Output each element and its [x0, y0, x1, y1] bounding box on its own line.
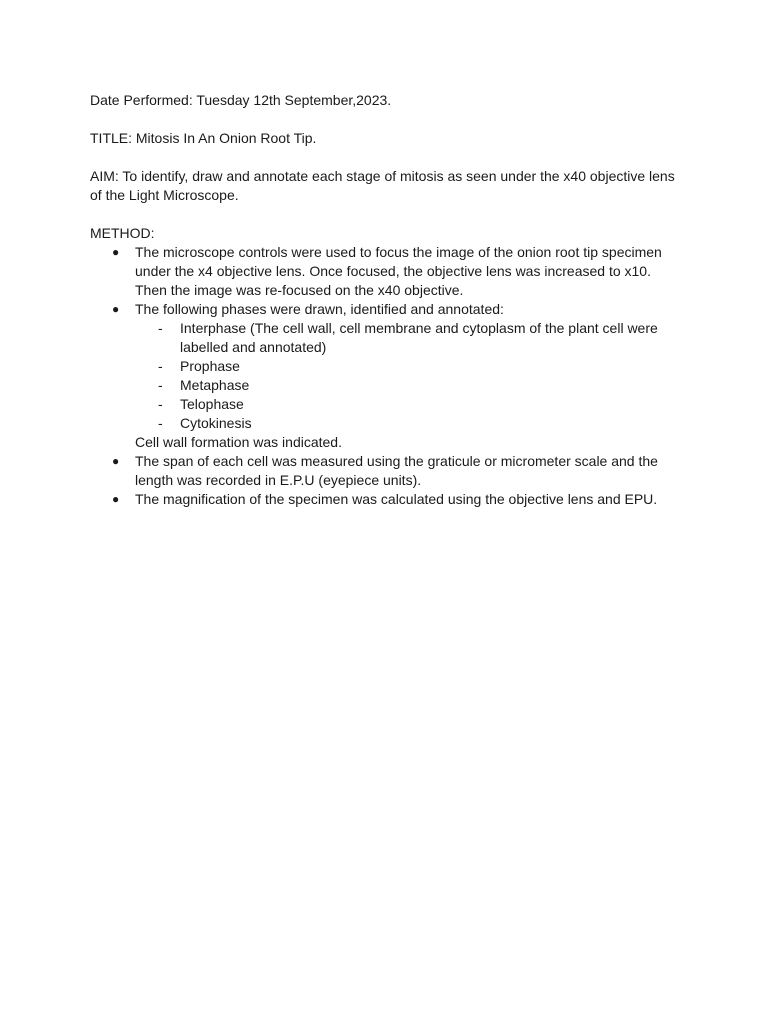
- dash-icon: -: [158, 358, 163, 374]
- bullet-icon: ●: [112, 454, 120, 468]
- phase-text: Cytokinesis: [180, 415, 252, 431]
- method-step: [90, 243, 680, 300]
- spacer: [90, 110, 680, 129]
- document-title: TITLE: Mitosis In An Onion Root Tip.: [90, 130, 317, 146]
- phase-text: Interphase (The cell wall, cell membrane and cytoplasm of the plant cell were labelled and annotated): [180, 320, 658, 355]
- bullet-icon: ●: [112, 245, 120, 259]
- phase-text: Prophase: [180, 358, 240, 374]
- method-step-text: The following phases were drawn, identified and annotated:: [135, 301, 504, 317]
- phase-item: [135, 414, 680, 433]
- document-page: [90, 91, 680, 509]
- method-step-text: The magnification of the specimen was calculated using the objective lens and EPU.: [135, 491, 658, 507]
- dash-icon: -: [158, 320, 163, 336]
- method-step-text: The span of each cell was measured using the graticule or micrometer scale and the length was recorded in E.P.U (eyepiece units).: [135, 453, 658, 488]
- bullet-icon: ●: [112, 302, 120, 316]
- phases-list: [135, 319, 680, 433]
- phase-text: Metaphase: [180, 377, 250, 393]
- phase-item: [135, 357, 680, 376]
- dash-icon: -: [158, 415, 163, 431]
- phase-item: [135, 395, 680, 414]
- method-steps-list: [90, 243, 680, 509]
- method-step: [90, 490, 680, 509]
- method-step-text: The microscope controls were used to focus the image of the onion root tip specimen under the x4 objective lens. Once focused, the objective lens was increased to x10. Then the image was re-focused on the x40 objective.: [135, 244, 662, 298]
- aim-paragraph: AIM: To identify, draw and annotate each stage of mitosis as seen under the x40 objective lens of the Light Microscope.: [90, 168, 675, 203]
- spacer: [90, 148, 680, 167]
- dash-icon: -: [158, 396, 163, 412]
- dash-icon: -: [158, 377, 163, 393]
- phase-text: Telophase: [180, 396, 244, 412]
- phases-note: Cell wall formation was indicated.: [135, 434, 342, 450]
- phase-item: [135, 376, 680, 395]
- method-step: [90, 452, 680, 490]
- phase-item: [135, 319, 680, 357]
- date-performed: Date Performed: Tuesday 12th September,2023.: [90, 92, 392, 108]
- bullet-icon: ●: [112, 492, 120, 506]
- method-step: [90, 300, 680, 452]
- spacer: [90, 205, 680, 224]
- method-heading: METHOD:: [90, 225, 155, 241]
